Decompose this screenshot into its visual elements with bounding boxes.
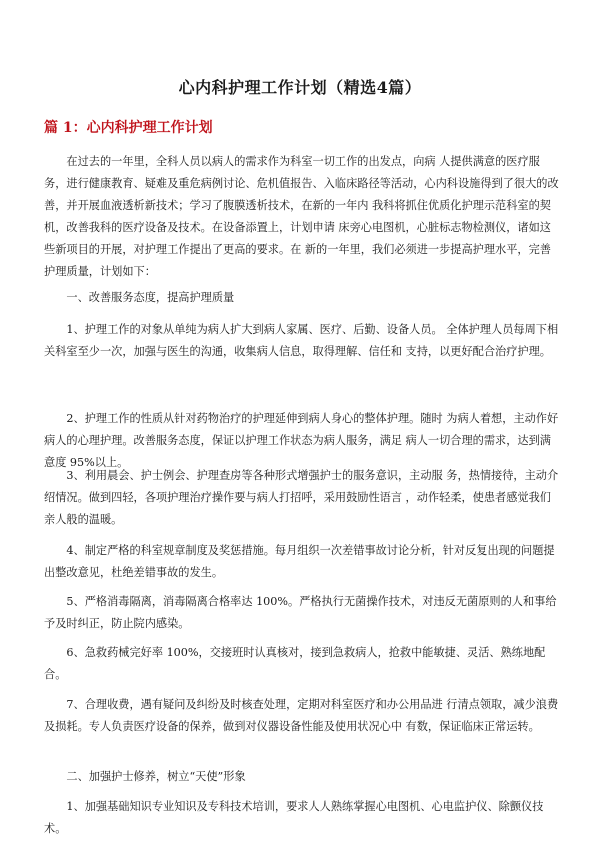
paragraph-item-8: 1、加强基础知识专业知识及专科技术培训，要求人人熟练掌握心电图机、心电监护仪、除颤仪技术。 [44, 800, 544, 835]
paragraph-item-7: 7、合理收费，遇有疑问及纠纷及时核查处理，定期对科室医疗和办公用品进 行清点领取，减少浪费及损耗。专人负责医疗设备的保养，做到对仪器设备性能及使用状况心中 有数，保证临床正常运转。 [44, 698, 559, 733]
paragraph-item-6: 6、急救药械完好率 100%，交接班时认真核对，接到急救病人，抢救中能敏捷、灵活、熟练地配合。 [44, 646, 546, 681]
section-heading: 篇 1：心内科护理工作计划 [44, 120, 213, 136]
paragraph-item-5: 5、严格消毒隔离，消毒隔离合格率达 100%。严格执行无菌操作技术，对违反无菌原则的人和事给予及时纠正，防止院内感染。 [44, 595, 557, 630]
paragraph-intro: 在过去的一年里，全科人员以病人的需求作为科室一切工作的出发点，向病 人提供满意的医疗服务，进行健康教育、疑难及重危病例讨论、危机值报告、入临床路径等活动，心内科设施得到了很大的改善，并开展血液透析新技术；学习了腹膜透析技术，在新的一年内 我科将抓住优质化护理示范科室的契机，改善我科的医疗设备及技术。在设备添置上，计划申请 床旁心电图机，心脏标志物检测仪，诸如这些新项目的开展，对护理工作提出了更高的要求。在 新的一年里，我们必须进一步提高护理水平，完善护理质量，计划如下： [44, 155, 559, 278]
paragraph-item-3: 3、利用晨会、护士例会、护理查房等各种形式增强护士的服务意识，主动服 务，热情接待，主动介绍情况。做到四轻，各项护理治疗操作要与病人打招呼，采用鼓励性语言 ，动作轻柔，使患者感觉我们亲人般的温暖。 [44, 469, 559, 526]
paragraph-item-2: 2、护理工作的性质从针对药物治疗的护理延伸到病人身心的整体护理。随时 为病人着想，主动作好病人的心理护理。改善服务态度，保证以护理工作状态为病人服务，满足 病人一切合理的需求，达到满意度 95%以上。 [44, 412, 559, 469]
paragraph-item-4: 4、制定严格的科室规章制度及奖惩措施。每月组织一次差错事故讨论分析，针对反复出现的问题提出整改意见，杜绝差错事故的发生。 [44, 544, 555, 579]
document-title: 心内科护理工作计划（精选4篇） [178, 78, 422, 97]
paragraph-heading-1: 一、改善服务态度，提高护理质量 [66, 291, 235, 304]
paragraph-heading-2: 二、加强护士修养，树立“天使”形象 [66, 770, 246, 783]
paragraph-item-1: 1、护理工作的对象从单纯为病人扩大到病人家属、医疗、后勤、设备人员。 全体护理人员每周下相关科室至少一次，加强与医生的沟通，收集病人信息，取得理解、信任和 支持，以更好配合治疗护理。 [44, 323, 559, 358]
